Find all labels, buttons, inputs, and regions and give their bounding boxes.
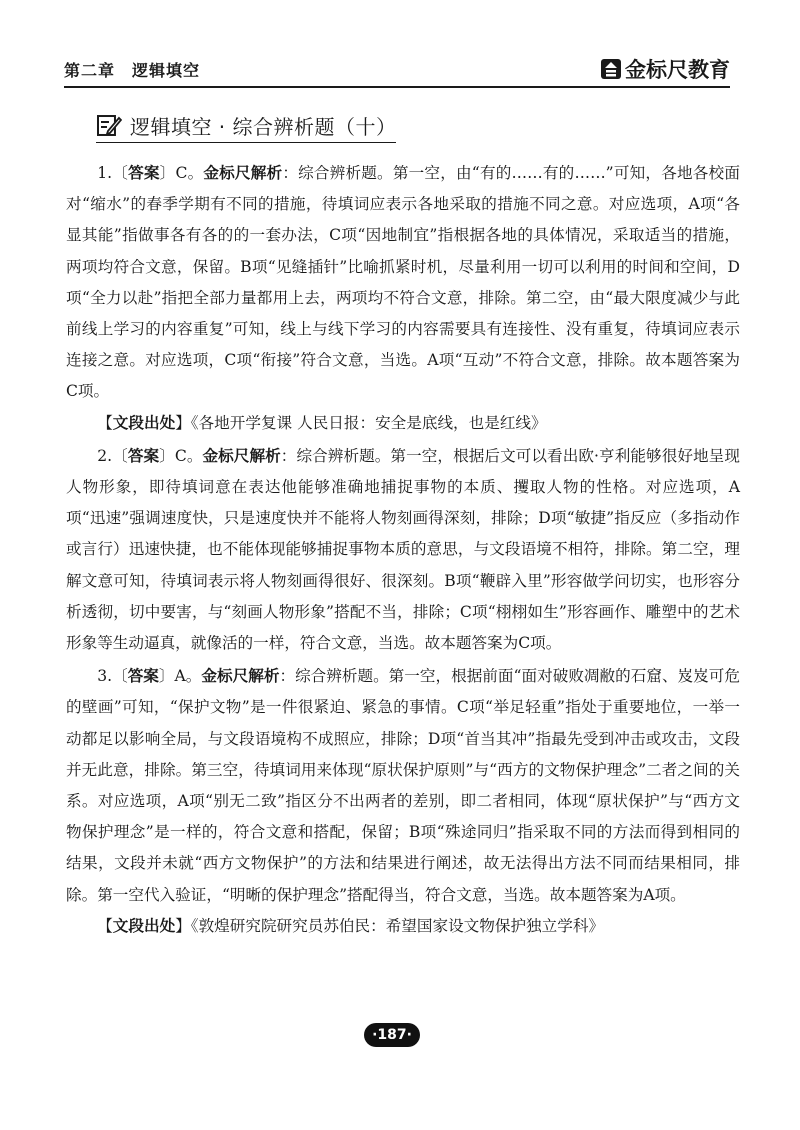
bracket-open: 【 — [97, 413, 113, 432]
brand-logo — [600, 54, 730, 84]
source-text: 《各地开学复课 人民日报：安全是底线，也是红线》 — [190, 413, 547, 432]
chapter-title: 第二章 逻辑填空 — [64, 61, 201, 80]
answer-letter: C — [174, 446, 187, 465]
bracket-open: 〔 — [112, 164, 129, 182]
source-line-3 — [66, 911, 740, 942]
brand-mark-icon — [600, 58, 622, 80]
page-number: ·187· — [364, 1023, 420, 1047]
colon: ： — [280, 446, 297, 465]
answer-letter: A — [174, 667, 186, 686]
answer-label: 答案 — [127, 446, 160, 465]
source-text: 《敦煌研究院研究员苏伯民：希望国家设文物保护独立学科》 — [190, 916, 605, 935]
bracket-close: 】 — [175, 413, 191, 432]
analysis-text: 综合辨析题。第一空，由“有的……有的……”可知，各地各校面对“缩水”的春季学期有不同的措施，待填词应表示各地采取的措施不同之意。对应选项，A项“各显其能”指做事各有各的的一套办法，C项“因地制宜”指根据各地的具体情况，采取适当的措施，两项均符合文意，保留。B项“见缝插针”比喻抓紧时机，尽量利用一切可以利用的时间和空间，D项“全力以赴”指把全部力量都用上去，两项均不符合文意，排除。第二空，由“最大限度减少与此前线上学习的内容重复”可知，线上与线下学习的内容需要具有连接性、没有重复，待填词应表示连接之意。对应选项，C项“衔接”符合文意，当选。A项“互动”不符合文意，排除。故本题答案为C项。 — [66, 164, 740, 401]
page-header — [64, 56, 730, 88]
bracket-open: 〔 — [112, 667, 128, 686]
answer-label: 答案 — [128, 164, 160, 182]
answer-label: 答案 — [127, 667, 159, 686]
colon: ： — [282, 164, 299, 182]
item-number: 1. — [97, 164, 113, 182]
source-label: 文段出处 — [112, 916, 176, 935]
bracket-open: 〔 — [112, 446, 128, 465]
separator: 。 — [187, 164, 204, 182]
bracket-open: 【 — [97, 916, 113, 935]
analysis-text: 综合辨析题。第一空，根据前面“面对破败凋敝的石窟、岌岌可危的壁画”可知，“保护文物”是一件很紧迫、紧急的事情。C项“举足轻重”指处于重要地位，一举一动都足以影响全局，与文段语境构不成照应，排除；D项“首当其冲”指最先受到冲击或攻击，文段并无此意，排除。第三空，待填词用来体现“原状保护原则”与“西方的文物保护理念”二者之间的关系。对应选项，A项“别无二致”指区分不出两者的差别，即二者相同，体现“原状保护”与“西方文物保护理念”是一样的，符合文意和搭配，保留；B项“殊途同归”指采取不同的方法而得到相同的结果，文段并未就“西方文物保护”的方法和结果进行阐述，故无法得出方法不同而结果相同，排除。第一空代入验证，“明晰的保护理念”搭配得当，符合文意，当选。故本题答案为A项。 — [66, 667, 740, 904]
source-line-1 — [66, 408, 740, 439]
analysis-text: 综合辨析题。第一空，根据后文可以看出欧·亨利能够很好地呈现人物形象，即待填词意在表达他能够准确地捕捉事物的本质、攫取人物的性格。对应选项，A项“迅速”强调速度快，只是速度快并不能将人物刻画得深刻，排除；D项“敏捷”指反应（多指动作或言行）迅速快捷，也不能体现能够捕捉事物本质的意思，与文段语境不相符，排除。第二空，理解文意可知，待填词表示将人物刻画得很好、很深刻。B项“鞭辟入里”形容做学问切实，也形容分析透彻，切中要害，与“刻画人物形象”搭配不当，排除；C项“栩栩如生”形容画作、雕塑中的艺术形象等生动逼真，就像活的一样，符合文意，当选。故本题答案为C项。 — [66, 446, 740, 653]
bracket-close: 〕 — [159, 164, 176, 182]
brand-name: 金标尺教育 — [625, 58, 730, 82]
answer-item-3 — [66, 661, 740, 911]
answer-item-1 — [66, 158, 740, 408]
item-number: 2. — [97, 446, 113, 465]
answer-item-2 — [66, 441, 740, 659]
section-title: 逻辑填空 · 综合辨析题（十） — [129, 114, 397, 139]
edit-note-icon — [96, 112, 122, 138]
analysis-label: 金标尺解析 — [201, 667, 280, 686]
bracket-close: 〕 — [158, 667, 175, 686]
separator: 。 — [185, 667, 202, 686]
bracket-close: 】 — [175, 916, 191, 935]
separator: 。 — [186, 446, 203, 465]
analysis-label: 金标尺解析 — [202, 446, 281, 465]
colon: ： — [279, 667, 296, 686]
item-number: 3. — [97, 667, 113, 686]
source-label: 文段出处 — [112, 413, 176, 432]
answer-content — [66, 156, 740, 942]
section-heading — [96, 108, 396, 143]
analysis-label: 金标尺解析 — [203, 164, 283, 182]
answer-letter: C — [175, 164, 188, 182]
bracket-close: 〕 — [159, 446, 175, 465]
